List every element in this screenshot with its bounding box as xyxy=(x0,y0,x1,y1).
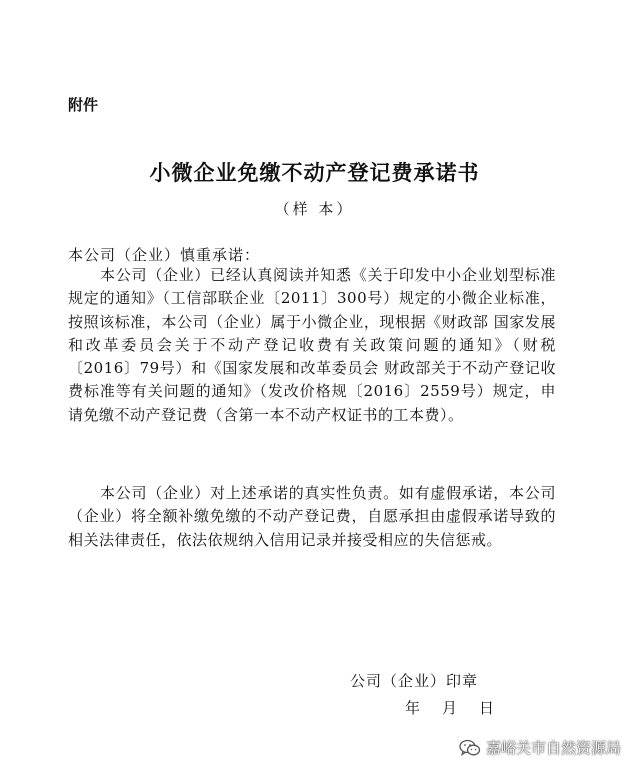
date-year: 年 xyxy=(405,699,421,717)
date-month: 月 xyxy=(442,699,458,717)
salutation: 本公司（企业）慎重承诺： xyxy=(68,246,261,264)
attachment-label: 附件 xyxy=(68,96,99,114)
wechat-icon xyxy=(459,739,481,757)
commitment-paragraph-2: 本公司（企业）对上述承诺的真实性负责。如有虚假承诺，本公司（企业）将全额补缴免缴的不动产登记费，自愿承担由虚假承诺导致的相关法律责任，依法依规纳入信用记录并接受相应的失信惩戒。 xyxy=(68,484,556,549)
commitment-paragraph-1: 本公司（企业）已经认真阅读并知悉《关于印发中小企业划型标准规定的通知》（工信部联企业〔2011〕300号）规定的小微企业标准，按照该标准，本公司（企业）属于小微企业，现根据《财政部 国家发展和改革委员会关于不动产登记收费有关政策问题的通知》（财税〔2016〕79号）和《国家发展和改革委员会 财政部关于不动产登记收费标准等有关问题的通知》（发改价格规〔2016〕2559号）规定，申请免缴不动产登记费（含第一本不动产权证书的工本费）。 xyxy=(68,266,556,424)
watermark-text: 嘉峪关市自然资源局 xyxy=(485,739,621,757)
document-title: 小微企业免缴不动产登记费承诺书 xyxy=(149,160,480,185)
date-day: 日 xyxy=(479,699,495,717)
watermark xyxy=(459,737,621,758)
document-subtitle: （样 本） xyxy=(274,200,355,218)
date-line xyxy=(405,697,494,718)
company-seal-line: 公司（企业）印章 xyxy=(350,672,479,690)
